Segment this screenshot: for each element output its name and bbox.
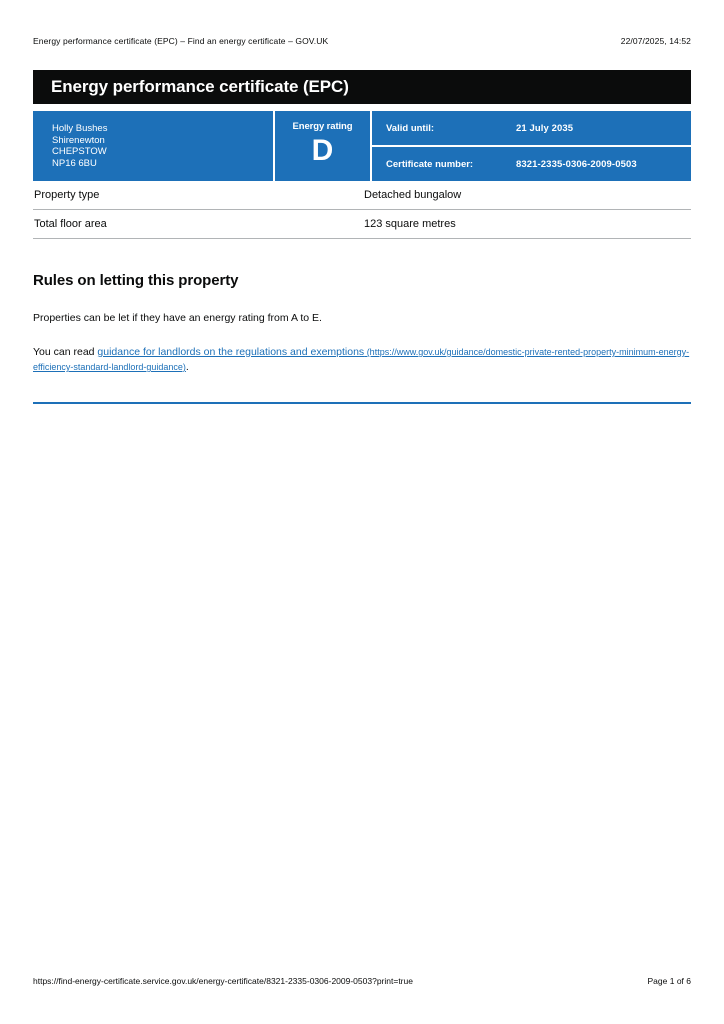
address-line-2: Shirenewton [52,134,105,146]
certificate-number-row [372,145,691,181]
address-line-3: CHEPSTOW [52,146,107,157]
letting-rules-paragraph-2 [33,345,691,375]
print-footer-page: Page 1 of 6 [647,976,691,986]
address-line-4: NP16 6BU [52,157,97,169]
property-address [33,111,273,181]
total-floor-area-value: 123 square metres [364,218,456,230]
letting-rules-paragraph-1: Properties can be let if they have an energy rating from A to E. [33,312,322,324]
paragraph-prefix: You can read [33,346,98,358]
energy-rating-value: D [311,134,334,167]
landlord-guidance-link[interactable]: guidance for landlords on the regulations and exemptions [97,346,365,358]
certificate-details [370,111,691,181]
valid-until-value: 21 July 2035 [516,122,574,134]
document-content [33,70,691,404]
letting-rules-heading: Rules on letting this property [33,272,239,289]
valid-until-row [372,111,691,145]
energy-rating-label: Energy rating [292,121,353,132]
landlord-guidance-url: (https://www.gov.uk/guidance/domestic-private-rented-property-minimum-energy-efficiency-standard-landlord-guidance) [33,347,690,372]
page-title: Energy performance certificate (EPC) [51,77,349,96]
document-title-bar [33,70,691,104]
print-footer [33,976,691,986]
certificate-summary [33,111,691,181]
print-footer-url: https://find-energy-certificate.service.gov.uk/energy-certificate/8321-2335-0306-2009-0503?print=true [33,976,413,986]
property-type-value: Detached bungalow [364,189,462,201]
total-floor-area-label: Total floor area [34,218,107,230]
certificate-number-value: 8321-2335-0306-2009-0503 [516,158,637,170]
table-row [33,210,691,239]
paragraph-suffix: . [185,361,189,373]
print-header-timestamp: 22/07/2025, 14:52 [620,36,691,46]
print-header-title: Energy performance certificate (EPC) – Find an energy certificate – GOV.UK [33,36,329,46]
energy-rating-block [273,111,370,181]
property-type-label: Property type [34,189,100,201]
certificate-number-label: Certificate number: [386,158,474,170]
address-line-1: Holly Bushes [52,123,108,134]
table-row [33,181,691,210]
print-header [33,36,691,46]
valid-until-label: Valid until: [386,122,435,134]
section-divider [33,402,691,404]
